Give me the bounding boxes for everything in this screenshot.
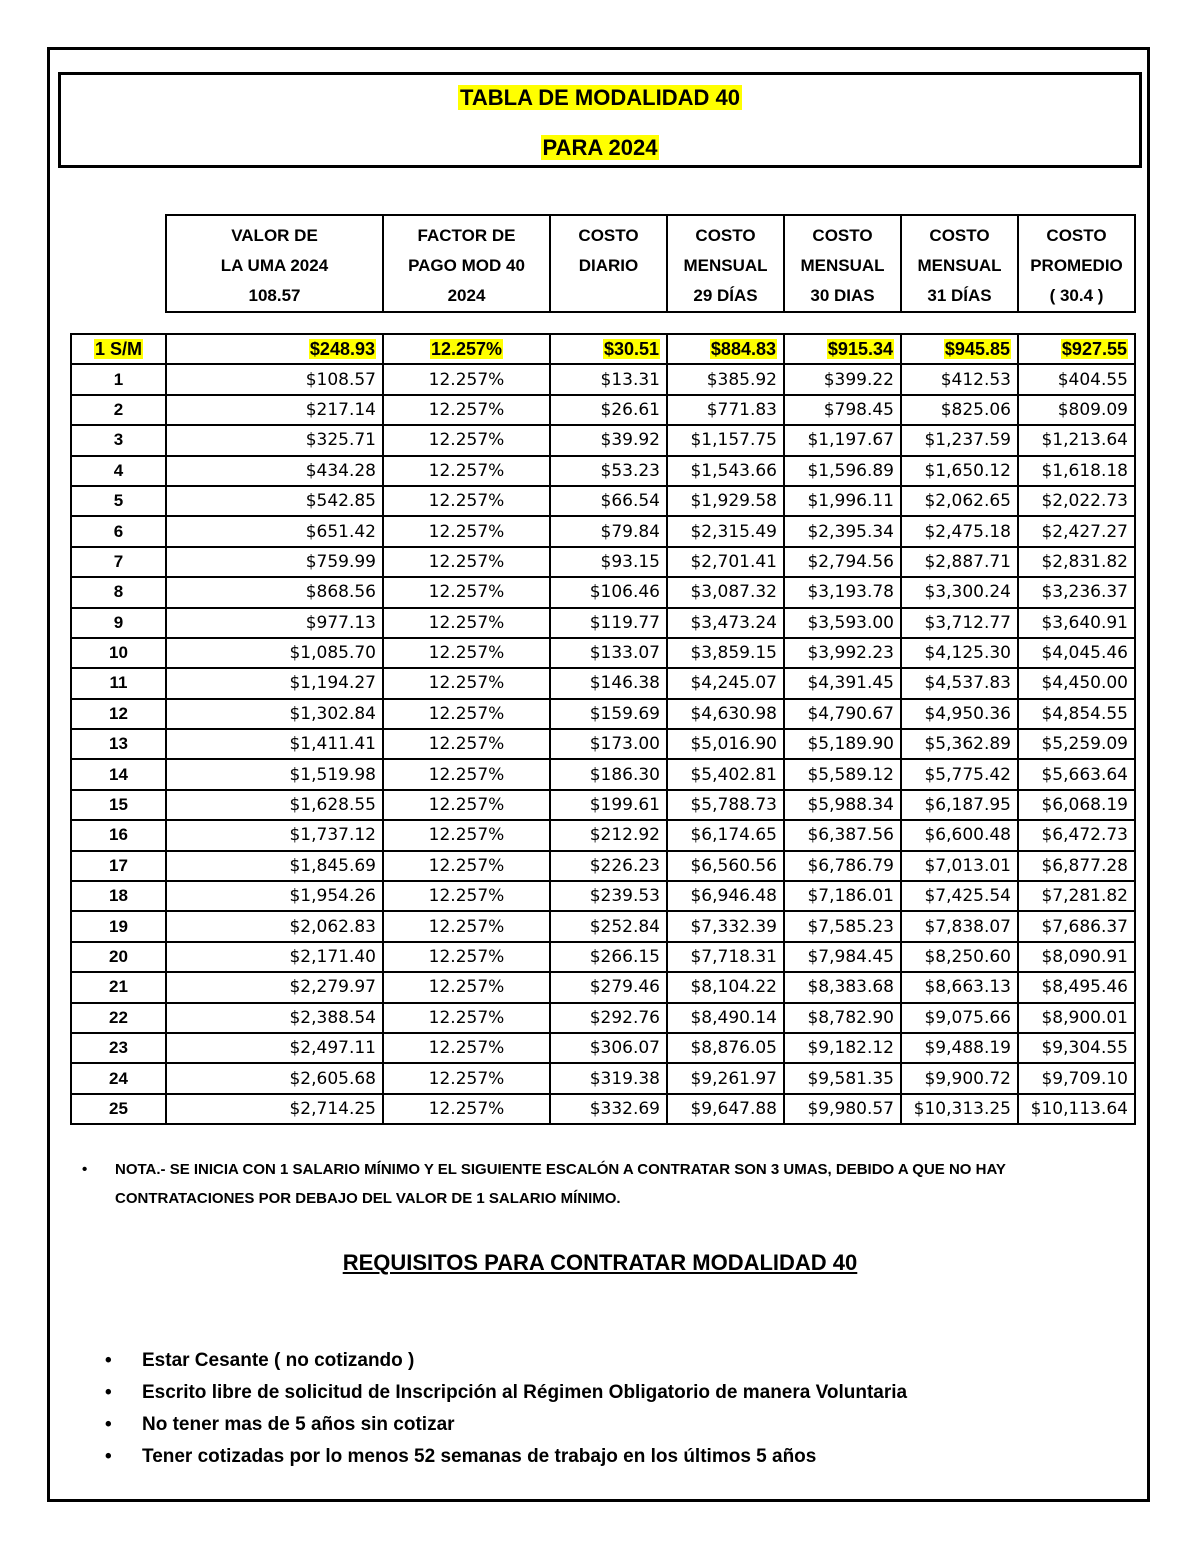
header-line: LA UMA 2024 [220, 256, 329, 275]
table-cell: $5,362.89 [901, 729, 1018, 759]
table-cell: $2,395.34 [784, 516, 901, 546]
header-line: MENSUAL [917, 256, 1002, 275]
table-cell: 12.257% [383, 456, 550, 486]
table-cell: $2,794.56 [784, 547, 901, 577]
table-cell: $10,313.25 [901, 1094, 1018, 1124]
table-cell: $7,332.39 [667, 911, 784, 941]
table-cell: $4,045.46 [1018, 638, 1135, 668]
table-cell: $7,718.31 [667, 942, 784, 972]
title-box [58, 72, 1142, 168]
table-cell: $9,709.10 [1018, 1063, 1135, 1093]
table-cell: $186.30 [550, 759, 667, 789]
table-cell: $199.61 [550, 790, 667, 820]
table-cell: $1,650.12 [901, 456, 1018, 486]
table-cell: $8,250.60 [901, 942, 1018, 972]
note-text: NOTA.- SE INICIA CON 1 SALARIO MÍNIMO Y EL SIGUIENTE ESCALÓN A CONTRATAR SON 3 UMAS, DEBIDO A QUE NO HAY CONTRATACIONES POR DEBAJO DEL VALOR DE 1 SALARIO MÍNIMO. [115, 1161, 1006, 1207]
table-cell: 5 [71, 486, 166, 516]
table-cell: $1,519.98 [166, 759, 383, 789]
header-cell [1018, 215, 1135, 312]
table-cell: $868.56 [166, 577, 383, 607]
table-cell: $759.99 [166, 547, 383, 577]
table-cell: $8,490.14 [667, 1003, 784, 1033]
table-cell: 12.257% [383, 425, 550, 455]
table-cell: $1,543.66 [667, 456, 784, 486]
table-cell: $434.28 [166, 456, 383, 486]
table-cell: 1 [71, 364, 166, 394]
table-cell: $1,929.58 [667, 486, 784, 516]
header-line: PAGO MOD 40 [408, 256, 525, 275]
table-cell: $93.15 [550, 547, 667, 577]
table-cell: $252.84 [550, 911, 667, 941]
table-row [71, 911, 1135, 941]
table-cell: 12.257% [383, 911, 550, 941]
header-line: PROMEDIO [1030, 256, 1123, 275]
header-cell [550, 215, 667, 312]
table-cell: $977.13 [166, 608, 383, 638]
table-cell: $9,488.19 [901, 1033, 1018, 1063]
table-cell: $542.85 [166, 486, 383, 516]
highlighted-value: $945.85 [944, 338, 1010, 359]
table-cell: $3,236.37 [1018, 577, 1135, 607]
table-cell: $2,475.18 [901, 516, 1018, 546]
bullet-icon: • [105, 1446, 112, 1467]
table-cell [166, 334, 383, 364]
table-cell: $306.07 [550, 1033, 667, 1063]
table-cell: $119.77 [550, 608, 667, 638]
table-row [71, 942, 1135, 972]
table-cell: 6 [71, 516, 166, 546]
table-cell: 7 [71, 547, 166, 577]
table-cell: $3,087.32 [667, 577, 784, 607]
highlighted-value: $927.55 [1061, 338, 1127, 359]
table-cell: $4,391.45 [784, 668, 901, 698]
table-cell: $7,838.07 [901, 911, 1018, 941]
table-row [71, 395, 1135, 425]
table-cell [71, 334, 166, 364]
table-cell: $6,786.79 [784, 851, 901, 881]
table-cell: $4,245.07 [667, 668, 784, 698]
bullet-icon: • [105, 1414, 112, 1435]
header-line [551, 281, 666, 311]
table-cell: $1,618.18 [1018, 456, 1135, 486]
table-cell: 11 [71, 668, 166, 698]
table-row [71, 1003, 1135, 1033]
data-table [70, 333, 1136, 1125]
table-cell: 12.257% [383, 486, 550, 516]
table-row [71, 1033, 1135, 1063]
table-cell: $53.23 [550, 456, 667, 486]
table-cell: 12.257% [383, 638, 550, 668]
table-row [71, 1063, 1135, 1093]
header-cell [166, 215, 383, 312]
table-cell: $2,022.73 [1018, 486, 1135, 516]
requirement-item [105, 1377, 907, 1409]
table-cell: 2 [71, 395, 166, 425]
table-cell: 12.257% [383, 729, 550, 759]
header-line: 108.57 [248, 286, 301, 305]
table-cell: $10,113.64 [1018, 1094, 1135, 1124]
header-line: COSTO [929, 226, 990, 245]
table-cell: 9 [71, 608, 166, 638]
table-cell: 12.257% [383, 1033, 550, 1063]
table-cell: $4,790.67 [784, 699, 901, 729]
table-cell: 3 [71, 425, 166, 455]
table-cell: $809.09 [1018, 395, 1135, 425]
table-row [71, 851, 1135, 881]
table-row [71, 364, 1135, 394]
table-cell: $6,600.48 [901, 820, 1018, 850]
table-cell: $2,497.11 [166, 1033, 383, 1063]
highlighted-value: $915.34 [827, 338, 893, 359]
header-line: MENSUAL [800, 256, 885, 275]
table-cell: $7,281.82 [1018, 881, 1135, 911]
header-line: COSTO [695, 226, 756, 245]
header-cell [667, 215, 784, 312]
table-cell: $7,686.37 [1018, 911, 1135, 941]
header-line: ( 30.4 ) [1049, 286, 1104, 305]
table-cell: $1,737.12 [166, 820, 383, 850]
table-cell: $1,197.67 [784, 425, 901, 455]
table-cell: $9,304.55 [1018, 1033, 1135, 1063]
table-cell: 21 [71, 972, 166, 1002]
table-cell [667, 334, 784, 364]
table-cell: $7,186.01 [784, 881, 901, 911]
requirement-text: No tener mas de 5 años sin cotizar [142, 1414, 455, 1435]
table-row [71, 1094, 1135, 1124]
table-cell: $2,887.71 [901, 547, 1018, 577]
table-cell [784, 334, 901, 364]
table-cell: $9,261.97 [667, 1063, 784, 1093]
table-cell: $385.92 [667, 364, 784, 394]
table-cell: $1,954.26 [166, 881, 383, 911]
table-cell: 17 [71, 851, 166, 881]
table-cell: $26.61 [550, 395, 667, 425]
table-cell: $6,877.28 [1018, 851, 1135, 881]
header-table [165, 214, 1136, 313]
table-cell: $4,630.98 [667, 699, 784, 729]
table-cell: $325.71 [166, 425, 383, 455]
table-cell: 12.257% [383, 699, 550, 729]
highlighted-value: $884.83 [710, 338, 776, 359]
header-line: 30 DIAS [810, 286, 875, 305]
table-cell: $9,980.57 [784, 1094, 901, 1124]
table-cell: $5,988.34 [784, 790, 901, 820]
table-cell: 15 [71, 790, 166, 820]
header-line: COSTO [578, 226, 639, 245]
table-cell: $7,425.54 [901, 881, 1018, 911]
table-cell: 12.257% [383, 820, 550, 850]
table-cell: $279.46 [550, 972, 667, 1002]
table-cell: $2,427.27 [1018, 516, 1135, 546]
table-row [71, 425, 1135, 455]
table-cell: 16 [71, 820, 166, 850]
table-cell: $1,194.27 [166, 668, 383, 698]
table-cell: 12.257% [383, 668, 550, 698]
table-cell: $4,537.83 [901, 668, 1018, 698]
bullet-icon: • [105, 1350, 112, 1371]
table-cell: 20 [71, 942, 166, 972]
table-cell: $3,640.91 [1018, 608, 1135, 638]
table-cell: 14 [71, 759, 166, 789]
header-cell [901, 215, 1018, 312]
table-cell: $2,831.82 [1018, 547, 1135, 577]
table-cell: $106.46 [550, 577, 667, 607]
table-cell: $8,900.01 [1018, 1003, 1135, 1033]
table-cell [550, 334, 667, 364]
table-cell: 12.257% [383, 395, 550, 425]
table-cell: 12.257% [383, 364, 550, 394]
table-cell: $5,589.12 [784, 759, 901, 789]
table-cell: 19 [71, 911, 166, 941]
table-cell: $825.06 [901, 395, 1018, 425]
table-cell: 24 [71, 1063, 166, 1093]
table-cell: $1,845.69 [166, 851, 383, 881]
header-line: 31 DÍAS [927, 286, 992, 305]
table-cell: $5,189.90 [784, 729, 901, 759]
header-line: COSTO [1046, 226, 1107, 245]
table-row [71, 790, 1135, 820]
table-cell: $8,104.22 [667, 972, 784, 1002]
highlighted-value: 12.257% [430, 338, 503, 359]
table-cell: $7,013.01 [901, 851, 1018, 881]
table-cell: $226.23 [550, 851, 667, 881]
requirement-item [105, 1441, 907, 1473]
header-line: VALOR DE [231, 226, 318, 245]
table-row [71, 638, 1135, 668]
table-cell: 4 [71, 456, 166, 486]
table-cell: $1,996.11 [784, 486, 901, 516]
table-cell: 12 [71, 699, 166, 729]
table-cell: 12.257% [383, 851, 550, 881]
requirement-text: Tener cotizadas por lo menos 52 semanas de trabajo en los últimos 5 años [142, 1446, 817, 1467]
table-cell: $146.38 [550, 668, 667, 698]
table-cell: $3,593.00 [784, 608, 901, 638]
table-cell: $9,900.72 [901, 1063, 1018, 1093]
requirements-title: REQUISITOS PARA CONTRATAR MODALIDAD 40 [342, 1250, 858, 1275]
table-cell: $8,782.90 [784, 1003, 901, 1033]
header-line: COSTO [812, 226, 873, 245]
table-cell: $8,663.13 [901, 972, 1018, 1002]
table-cell: $133.07 [550, 638, 667, 668]
header-line: DIARIO [578, 256, 639, 275]
table-cell: $3,712.77 [901, 608, 1018, 638]
table-cell: $3,193.78 [784, 577, 901, 607]
header-row [166, 215, 1135, 312]
table-cell: 8 [71, 577, 166, 607]
table-row [71, 729, 1135, 759]
table-cell: $6,946.48 [667, 881, 784, 911]
table-row [71, 820, 1135, 850]
table-cell: $1,596.89 [784, 456, 901, 486]
table-cell: $6,174.65 [667, 820, 784, 850]
table-cell: 23 [71, 1033, 166, 1063]
table-cell: $412.53 [901, 364, 1018, 394]
table-cell: $66.54 [550, 486, 667, 516]
table-row [71, 699, 1135, 729]
table-cell: $1,213.64 [1018, 425, 1135, 455]
table-cell: $266.15 [550, 942, 667, 972]
title-line-2: PARA 2024 [542, 135, 658, 160]
table-cell: 12.257% [383, 577, 550, 607]
table-cell: 12.257% [383, 516, 550, 546]
table-cell: $2,714.25 [166, 1094, 383, 1124]
table-cell: $6,472.73 [1018, 820, 1135, 850]
table-cell: $2,171.40 [166, 942, 383, 972]
table-cell: $1,157.75 [667, 425, 784, 455]
table-cell: $2,062.83 [166, 911, 383, 941]
table-cell: 12.257% [383, 759, 550, 789]
table-cell: $212.92 [550, 820, 667, 850]
table-cell: 12.257% [383, 1063, 550, 1093]
table-cell [1018, 334, 1135, 364]
table-cell: $39.92 [550, 425, 667, 455]
table-cell: $217.14 [166, 395, 383, 425]
requirements-list [105, 1345, 907, 1473]
bullet-icon: • [105, 1382, 112, 1403]
table-cell: $7,984.45 [784, 942, 901, 972]
header-line: FACTOR DE [417, 226, 516, 245]
table-cell: $399.22 [784, 364, 901, 394]
table-cell: $5,775.42 [901, 759, 1018, 789]
table-cell: $2,315.49 [667, 516, 784, 546]
table-cell: $292.76 [550, 1003, 667, 1033]
table-cell: $7,585.23 [784, 911, 901, 941]
requirement-item [105, 1409, 907, 1441]
table-cell: $5,402.81 [667, 759, 784, 789]
table-cell: $8,495.46 [1018, 972, 1135, 1002]
requirement-text: Escrito libre de solicitud de Inscripción al Régimen Obligatorio de manera Voluntaria [142, 1382, 908, 1403]
table-row [71, 516, 1135, 546]
table-cell: $3,992.23 [784, 638, 901, 668]
table-cell: $5,663.64 [1018, 759, 1135, 789]
table-cell: $1,302.84 [166, 699, 383, 729]
table-cell: 12.257% [383, 790, 550, 820]
table-cell [901, 334, 1018, 364]
table-cell: $2,701.41 [667, 547, 784, 577]
header-cell [383, 215, 550, 312]
table-cell: $5,259.09 [1018, 729, 1135, 759]
table-cell: $6,068.19 [1018, 790, 1135, 820]
table-cell: 13 [71, 729, 166, 759]
table-cell: $9,647.88 [667, 1094, 784, 1124]
table-row [71, 456, 1135, 486]
table-cell: $2,279.97 [166, 972, 383, 1002]
table-cell: $9,075.66 [901, 1003, 1018, 1033]
note-bullet: • [82, 1161, 88, 1178]
table-cell: $5,788.73 [667, 790, 784, 820]
table-cell: $5,016.90 [667, 729, 784, 759]
table-cell: 10 [71, 638, 166, 668]
table-cell: $239.53 [550, 881, 667, 911]
table-cell: $159.69 [550, 699, 667, 729]
table-cell: 12.257% [383, 547, 550, 577]
table-cell: $2,062.65 [901, 486, 1018, 516]
table-cell: $4,854.55 [1018, 699, 1135, 729]
table-cell: $332.69 [550, 1094, 667, 1124]
table-cell: 12.257% [383, 608, 550, 638]
table-cell: $651.42 [166, 516, 383, 546]
table-cell: $13.31 [550, 364, 667, 394]
title-line-1: TABLA DE MODALIDAD 40 [460, 85, 740, 110]
table-cell: $108.57 [166, 364, 383, 394]
table-cell: $798.45 [784, 395, 901, 425]
highlighted-value: $30.51 [603, 338, 659, 359]
table-cell: $319.38 [550, 1063, 667, 1093]
table-cell: 18 [71, 881, 166, 911]
table-cell: $1,237.59 [901, 425, 1018, 455]
table-cell: 12.257% [383, 1003, 550, 1033]
table-row [71, 547, 1135, 577]
table-cell: $3,473.24 [667, 608, 784, 638]
table-cell: $2,605.68 [166, 1063, 383, 1093]
table-cell: $1,628.55 [166, 790, 383, 820]
table-row [71, 668, 1135, 698]
table-cell: $8,383.68 [784, 972, 901, 1002]
table-cell: 12.257% [383, 972, 550, 1002]
table-cell: $8,876.05 [667, 1033, 784, 1063]
header-line: 29 DÍAS [693, 286, 758, 305]
minimum-wage-row [71, 334, 1135, 364]
table-cell: $3,859.15 [667, 638, 784, 668]
table-cell: $771.83 [667, 395, 784, 425]
requirement-item [105, 1345, 907, 1377]
header-cell [784, 215, 901, 312]
table-cell: 12.257% [383, 942, 550, 972]
header-line: 2024 [447, 286, 486, 305]
table-cell: $6,387.56 [784, 820, 901, 850]
table-row [71, 486, 1135, 516]
requirement-text: Estar Cesante ( no cotizando ) [142, 1350, 415, 1371]
table-cell: $6,187.95 [901, 790, 1018, 820]
table-cell: 12.257% [383, 1094, 550, 1124]
table-cell: 12.257% [383, 881, 550, 911]
table-cell: $2,388.54 [166, 1003, 383, 1033]
table-cell: $9,581.35 [784, 1063, 901, 1093]
highlighted-value: 1 S/M [94, 338, 142, 359]
table-cell: $4,125.30 [901, 638, 1018, 668]
header-line: MENSUAL [683, 256, 768, 275]
table-row [71, 577, 1135, 607]
table-cell: $6,560.56 [667, 851, 784, 881]
table-cell: $9,182.12 [784, 1033, 901, 1063]
table-row [71, 759, 1135, 789]
table-cell: $4,950.36 [901, 699, 1018, 729]
table-cell: $8,090.91 [1018, 942, 1135, 972]
table-cell [383, 334, 550, 364]
table-row [71, 972, 1135, 1002]
table-cell: 22 [71, 1003, 166, 1033]
table-cell: $79.84 [550, 516, 667, 546]
table-cell: $4,450.00 [1018, 668, 1135, 698]
table-cell: $1,085.70 [166, 638, 383, 668]
table-cell: $3,300.24 [901, 577, 1018, 607]
highlighted-value: $248.93 [309, 338, 375, 359]
table-cell: $173.00 [550, 729, 667, 759]
table-cell: $1,411.41 [166, 729, 383, 759]
table-cell: $404.55 [1018, 364, 1135, 394]
table-cell: 25 [71, 1094, 166, 1124]
table-row [71, 608, 1135, 638]
table-row [71, 881, 1135, 911]
